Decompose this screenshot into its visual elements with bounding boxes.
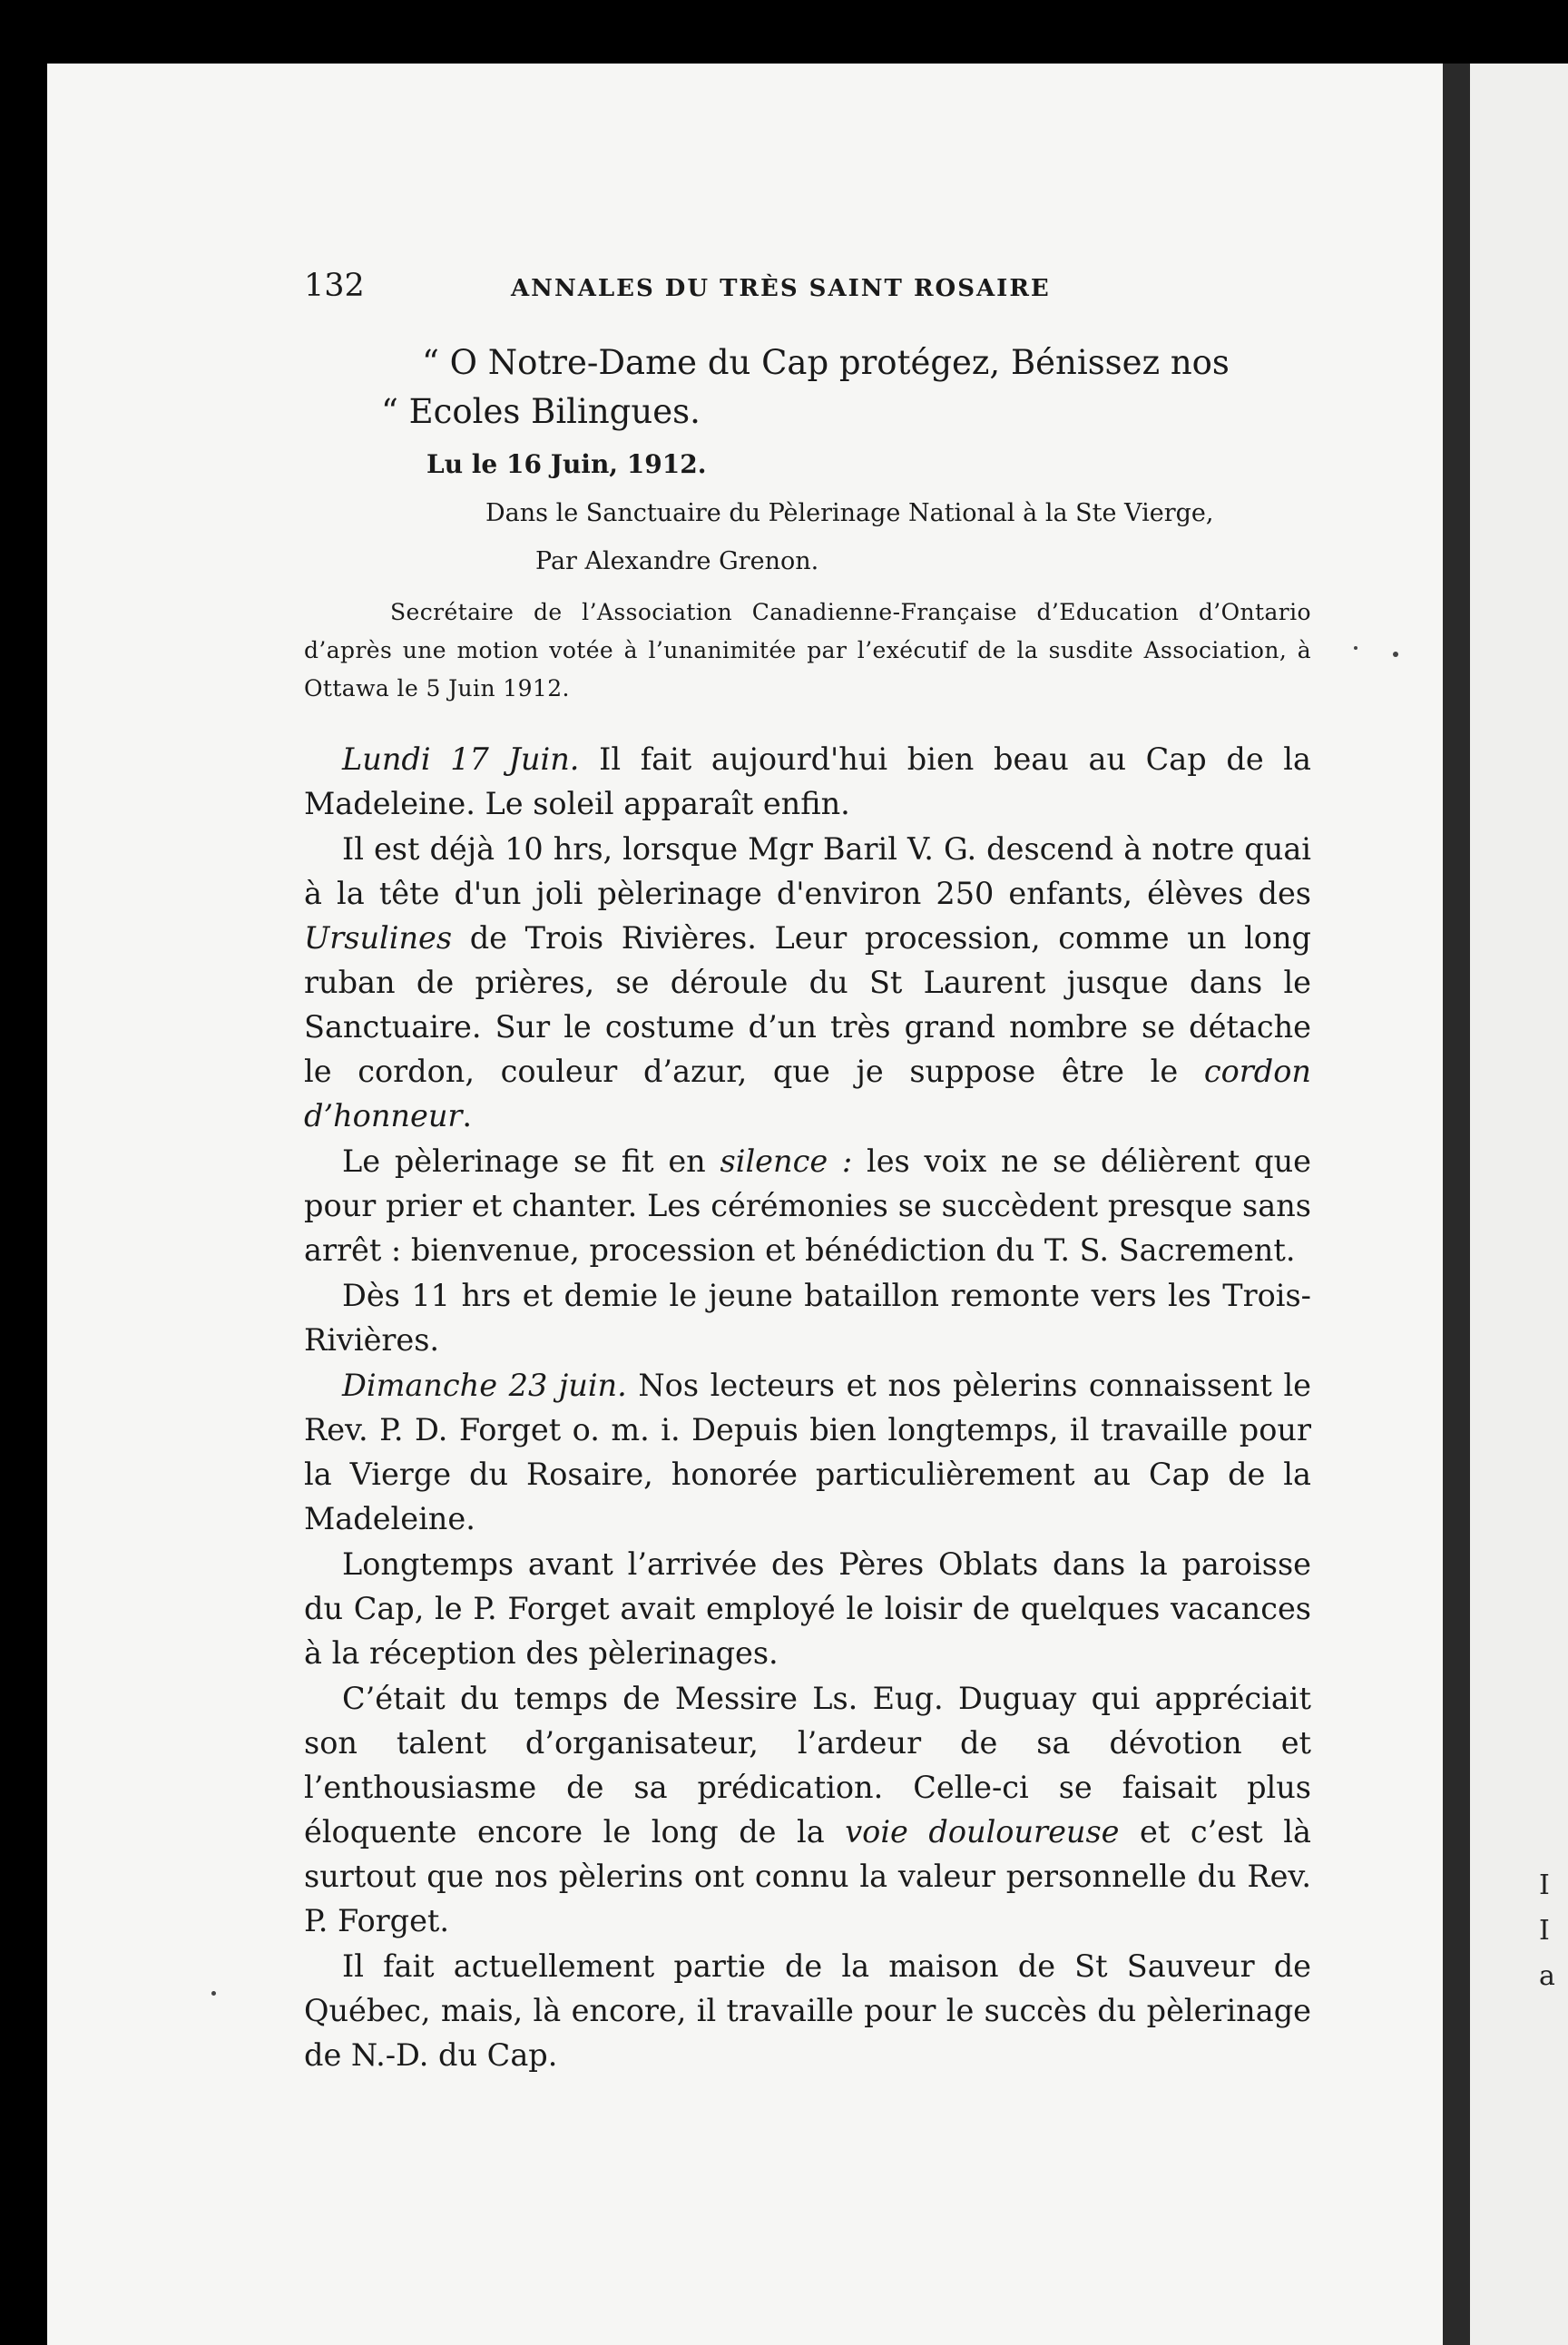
article-body: [304, 737, 1311, 2077]
author-line: Par Alexandre Grenon.: [535, 547, 819, 575]
paragraph: Il fait actuellement partie de la maison de St Sauveur de Québec, mais, là encore, il travaille pour le succès du pèlerinage de N.-D. du Cap.: [304, 1948, 1311, 2073]
page-number: 132: [304, 268, 365, 304]
scan-speck: [211, 1991, 216, 1996]
secretary-note: Secrétaire de l’Association Canadienne-Française d’Education d’Ontario d’après une motion votée à l’unanimitée par l’exécutif de la susdite Association, à Ottawa le 5 Juin 1912.: [304, 599, 1311, 702]
paragraph: Dès 11 hrs et demie le jeune bataillon remonte vers les Trois-Rivières.: [304, 1278, 1311, 1358]
quote-block: [304, 339, 1311, 437]
paragraph: Longtemps avant l’arrivée des Pères Oblats dans la paroisse du Cap, le P. Forget avait employé le loisir de quelques vacances à la réception des pèlerinages.: [304, 1546, 1311, 1671]
quote-line: “ O Notre-Dame du Cap protégez, Bénissez nos: [422, 343, 1230, 382]
paragraph: C’était du temps de Messire Ls. Eug. Duguay qui appréciait son talent d’organisateur, l’ardeur de sa dévotion et l’enthousiasme de sa prédication. Celle-ci se faisait plus éloquente encore le long de la voie douloureuse et c’est là surtout que nos pèlerins ont connu la valeur personnelle du Rev. P. Forget.: [304, 1681, 1311, 1938]
facing-page-fragment: a: [1539, 1960, 1555, 1992]
page-content: [304, 268, 1311, 2077]
facing-page-fragment: I: [1539, 1915, 1550, 1947]
scan-speck: [1393, 652, 1398, 657]
paragraph: Dimanche 23 juin. Nos lecteurs et nos pèlerins connaissent le Rev. P. D. Forget o. m. i. Depuis bien longtemps, il travaille pour la Vierge du Rosaire, honorée particulièrement au Cap de la Madeleine.: [304, 1368, 1312, 1536]
paragraph: Il est déjà 10 hrs, lorsque Mgr Baril V. G. descend à notre quai à la tête d'un joli pèlerinage d'environ 250 enfants, élèves des Ursulines de Trois Rivières. Leur procession, comme un long ruban de prières, se déroule du St Laurent jusque dans le Sanctuaire. Sur le costume d’un très grand nombre se détache le cordon, couleur d’azur, que je suppose être le cordon d’honneur.: [304, 831, 1311, 1133]
paragraph: Lundi 17 Juin. Il fait aujourd'hui bien beau au Cap de la Madeleine. Le soleil apparaît enfin.: [304, 741, 1311, 821]
facing-page-fragment: I: [1539, 1869, 1550, 1901]
sanctuary-line: Dans le Sanctuaire du Pèlerinage National à la Ste Vierge,: [485, 499, 1214, 527]
paragraph: Le pèlerinage se fit en silence : les voix ne se délièrent que pour prier et chanter. Les cérémonies se succèdent presque sans arrêt : bienvenue, procession et bénédiction du T. S. Sacrement.: [304, 1143, 1311, 1268]
read-date: Lu le 16 Juin, 1912.: [426, 449, 707, 479]
quote-line: “ Ecoles Bilingues.: [381, 392, 701, 431]
page-header: [304, 268, 1311, 309]
scan-speck: [1354, 646, 1357, 650]
book-gutter: [1443, 64, 1470, 2345]
facing-page-edge: [1470, 64, 1568, 2345]
running-title: ANNALES DU TRÈS SAINT ROSAIRE: [511, 275, 1051, 302]
